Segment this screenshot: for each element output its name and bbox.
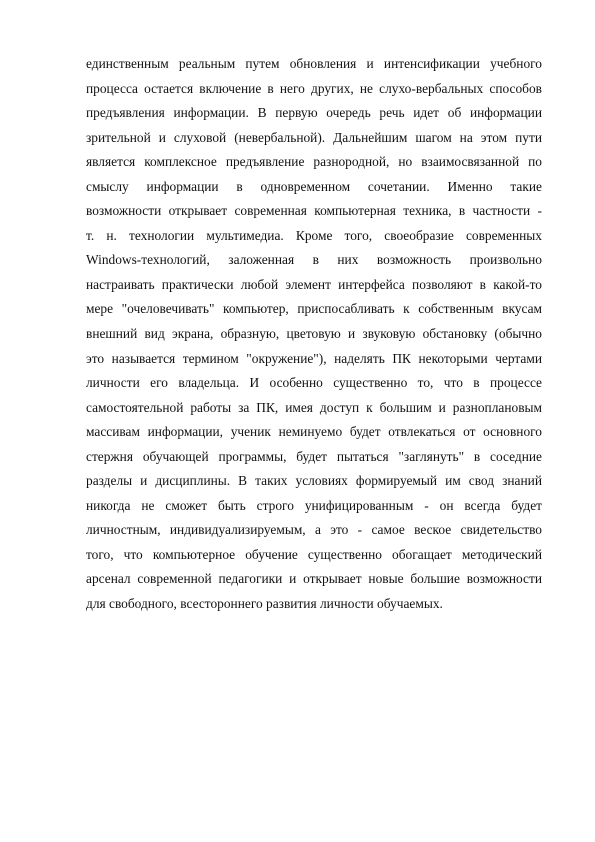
text-line: возможности открывает современная компьютерная техника, в частности -	[86, 203, 542, 219]
text-line: разделы и дисциплины. В таких условиях формируемый им свод знаний	[86, 473, 542, 489]
text-line: арсенал современной педагогики и открывает новые большие возможности	[86, 571, 542, 587]
text-line: личности его владельца. И особенно существенно то, что в процессе	[86, 375, 542, 391]
text-line: Windows-технологий, заложенная в них возможность произвольно	[86, 252, 542, 268]
body-paragraph	[86, 52, 542, 617]
text-line: никогда не сможет быть строго унифицированным - он всегда будет	[86, 497, 542, 513]
text-line: зрительной и слуховой (невербальной). Дальнейшим шагом на этом пути	[86, 129, 542, 145]
text-line: стержня обучающей программы, будет пытаться "заглянуть" в соседние	[86, 448, 542, 464]
text-line: процесса остается включение в него других, не слухо-вербальных способов	[86, 80, 542, 96]
text-line: самостоятельной работы за ПК, имея доступ к большим и разноплановым	[86, 399, 542, 415]
text-line: т. н. технологии мультимедиа. Кроме того, своеобразие современных	[86, 227, 542, 243]
text-line: того, что компьютерное обучение существенно обогащает методический	[86, 546, 542, 562]
text-line: предъявления информации. В первую очередь речь идет об информации	[86, 105, 542, 121]
text-line: смыслу информации в одновременном сочетании. Именно такие	[86, 178, 542, 194]
text-line: мере "очеловечивать" компьютер, приспосабливать к собственным вкусам	[86, 301, 542, 317]
text-line: единственным реальным путем обновления и интенсификации учебного	[86, 56, 542, 71]
text-line: настраивать практически любой элемент интерфейса позволяют в какой-то	[86, 276, 542, 292]
text-line: массивам информации, ученик неминуемо будет отвлекаться от основного	[86, 424, 542, 440]
text-line: является комплексное предъявление разнородной, но взаимосвязанной по	[86, 154, 542, 170]
text-line: для свободного, всестороннего развития личности обучаемых.	[86, 596, 443, 612]
text-line: это называется термином "окружение"), наделять ПК некоторыми чертами	[86, 350, 542, 366]
text-line: внешний вид экрана, образную, цветовую и звуковую обстановку (обычно	[86, 326, 542, 342]
text-line: личностным, индивидуализируемым, а это - самое веское свидетельство	[86, 522, 542, 538]
